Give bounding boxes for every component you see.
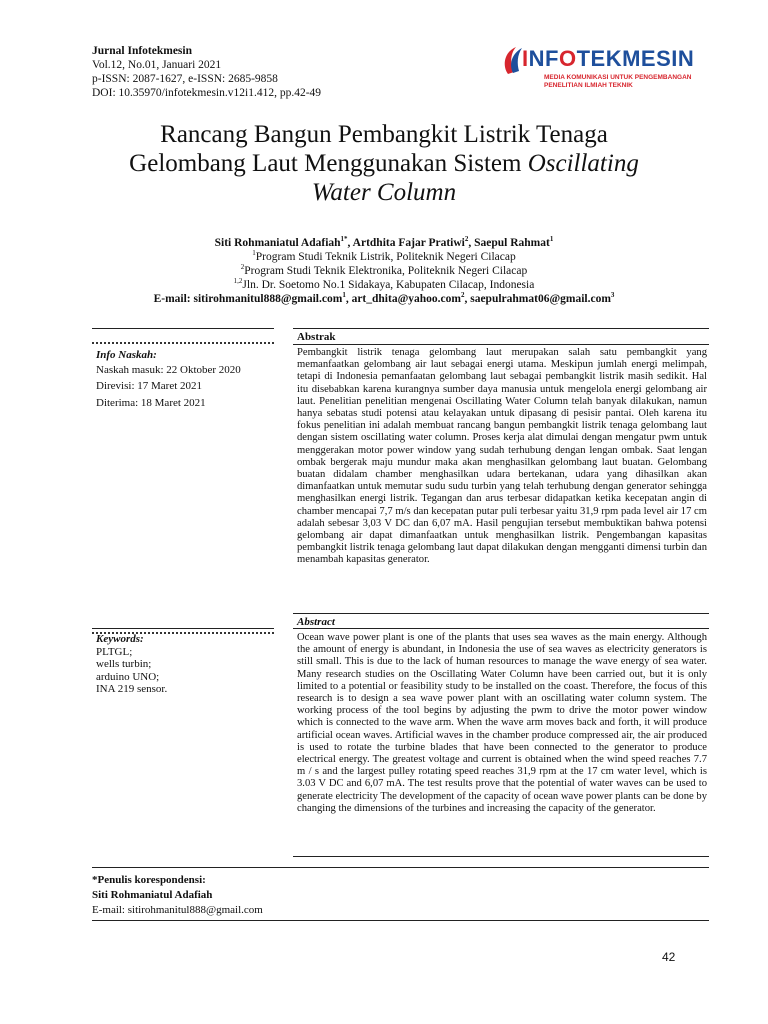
correspondence-email: E-mail: sitirohmanitul888@gmail.com xyxy=(92,904,263,916)
paper-title: Rancang Bangun Pembangkit Listrik Tenaga Gelombang Laut Menggunakan Sistem Oscillating Water Column xyxy=(129,121,639,206)
logo-wordmark: INFOTEKMESIN xyxy=(522,46,695,71)
keywords-block xyxy=(96,633,276,696)
journal-doi: DOI: 10.35970/infotekmesin.v12i1.412, pp.42-49 xyxy=(92,87,322,99)
affiliation-1: $^1$Program Studi Teknik Listrik, Politeknik Negeri Cilacap xyxy=(252,249,516,263)
affiliation-3: $^{1,2}$Jln. Dr. Soetomo No.1 Sidakaya, Kabupaten Cilacap, Indonesia xyxy=(233,277,535,291)
abstrak-text: Pembangkit listrik tenaga gelombang laut merupakan salah satu pembangkit yang memanfaatkan gelombang air laut sebagai energi utama. Meskipun jumlah energi melimpah, tetapi di Indonesia pemanfaatan gelombang laut sebagai pembangkit listrik masih sedikit. Hal itu disebabkan karena kurangnya sumber daya manusia untuk mengelola energi gelombang air laut. Penelitian penelitian mengenai Oscillating Water Column telah banyak dilakukan, namun hanya sebatas studi potensi atau kelayakan untuk dipasang di pesisir pantai. Oleh karena itu fokus penelitian ini adalah membuat rancang bangun pembangkit listrik tenaga gelombang laut dengan sistem oscillating water column. Proses kerja alat dimulai dengan mengatur pwm untuk menggerakan motor power window yang sudah terhubung dengan lengan ombak. Saat lengan ombak bergerak maju mundur maka akan menghasilkan gelombang laut buatan. Gelombang buatan didalam chamber menghasilkan udara bertekanan, udara yang dihasilkan akan dimanfaatkan untuk memutar sudu sudu turbin yang telah terhubung dengan generator sehingga menghasilkan energi listrik. Tegangan dan arus terbesar didapatkan ketika kecepatan angin di chamber mencapai 7,7 m/s dan kecepatan putar puli terbesar yaitu 31,9 rpm pada level air 17 cm adalah sebesar 3,03 V DC dan 6,07 mA. Hasil pengujian tersebut membuktikan bahwa potensi gelombang air dapat dimanfaatkan untuk menghasilkan listrik. Pengembangan kapasitas pembangkit listrik tenaga gelombang laut dapat dilakukan dengan mengganti dimensi turbin dan menambah kapasitas generator. xyxy=(297,347,707,566)
divider xyxy=(293,628,709,629)
accepted-date: Diterima: 18 Maret 2021 xyxy=(96,396,206,409)
abstract-heading: Abstract xyxy=(297,616,335,628)
journal-issn: p-ISSN: 2087-1627, e-ISSN: 2685-9858 xyxy=(92,73,278,85)
correspondence-block xyxy=(92,873,263,918)
divider xyxy=(92,328,274,329)
keyword-item: wells turbin; xyxy=(96,658,152,670)
author-block xyxy=(60,236,708,306)
keyword-item: INA 219 sensor. xyxy=(96,683,168,695)
divider xyxy=(92,920,709,921)
journal-logo xyxy=(500,36,700,96)
author-names: Siti Rohmaniatul Adafiah$^{1*}$, Artdhita Fajar Pratiwi$^2$, Saepul Rahmat$^1$ xyxy=(214,235,554,249)
divider xyxy=(92,628,274,629)
correspondence-heading: *Penulis korespondensi: xyxy=(92,874,206,886)
affiliation-2: $^2$Program Studi Teknik Elektronika, Politeknik Negeri Cilacap xyxy=(240,263,528,277)
keyword-item: arduino UNO; xyxy=(96,670,160,683)
divider xyxy=(92,342,274,344)
divider xyxy=(293,344,709,345)
journal-volume: Vol.12, No.01, Januari 2021 xyxy=(92,59,222,71)
divider xyxy=(293,856,709,857)
logo-tagline: MEDIA KOMUNIKASI UNTUK PENGEMBANGAN PENELITIAN ILMIAH TEKNIK xyxy=(544,74,692,89)
correspondence-name: Siti Rohmaniatul Adafiah xyxy=(92,889,213,901)
info-naskah-heading: Info Naskah: xyxy=(96,349,157,361)
keyword-item: PLTGL; xyxy=(96,645,133,658)
abstrak-heading: Abstrak xyxy=(297,331,336,343)
page-number: 42 xyxy=(662,950,676,964)
divider xyxy=(92,867,709,868)
abstract-text: Ocean wave power plant is one of the plants that uses sea waves as the main energy. Although the amount of energy is abundant, in Indonesia the use of sea waves as electricity generators is still small. This is due to the lack of human resources to manage the wave energy of sea water. Many research studies on the Oscillating Water Column have been carried out, but it is only limited to a potential or feasibility study to be installed on the coast. Therefore, the focus of this research is to design a sea wave power plant with an oscillating water column system. The working process of the tool begins by adjusting the pwm to drive the motor power window which is connected to the wave arm. When the wave arm moves back and forth, it will produce artificial ocean waves. Artificial waves in the chamber produce compressed air, the air produced is used to rotate the turbine blades that have been connected to the generator to produce electrical energy. The greatest voltage and current is obtained when the wind speed reaches 7.7 m / s and the largest pulley rotating speed reaches 31,9 rpm at the 17 cm water level, which is 3.03 V DC and 6,07 mA. The test results prove that the potential of water waves can be used to generate electricity The development of the capacity of ocean wave power plants can be done by changing the dimensions of the turbines and increasing the capacity of the generator. xyxy=(297,632,707,814)
author-emails: E-mail: sitirohmanitul888@gmail.com$^1$, art_dhita@yahoo.com$^2$, saepulrahmat06@gmail.com$^3$ xyxy=(153,291,615,305)
divider xyxy=(293,328,709,329)
received-date: Naskah masuk: 22 Oktober 2020 xyxy=(96,363,241,376)
keywords-heading: Keywords: xyxy=(96,633,144,645)
journal-name: Jurnal Infotekmesin xyxy=(92,45,192,57)
revised-date: Direvisi: 17 Maret 2021 xyxy=(96,380,203,392)
info-naskah xyxy=(96,348,276,410)
journal-header xyxy=(92,44,321,100)
divider xyxy=(293,613,709,614)
